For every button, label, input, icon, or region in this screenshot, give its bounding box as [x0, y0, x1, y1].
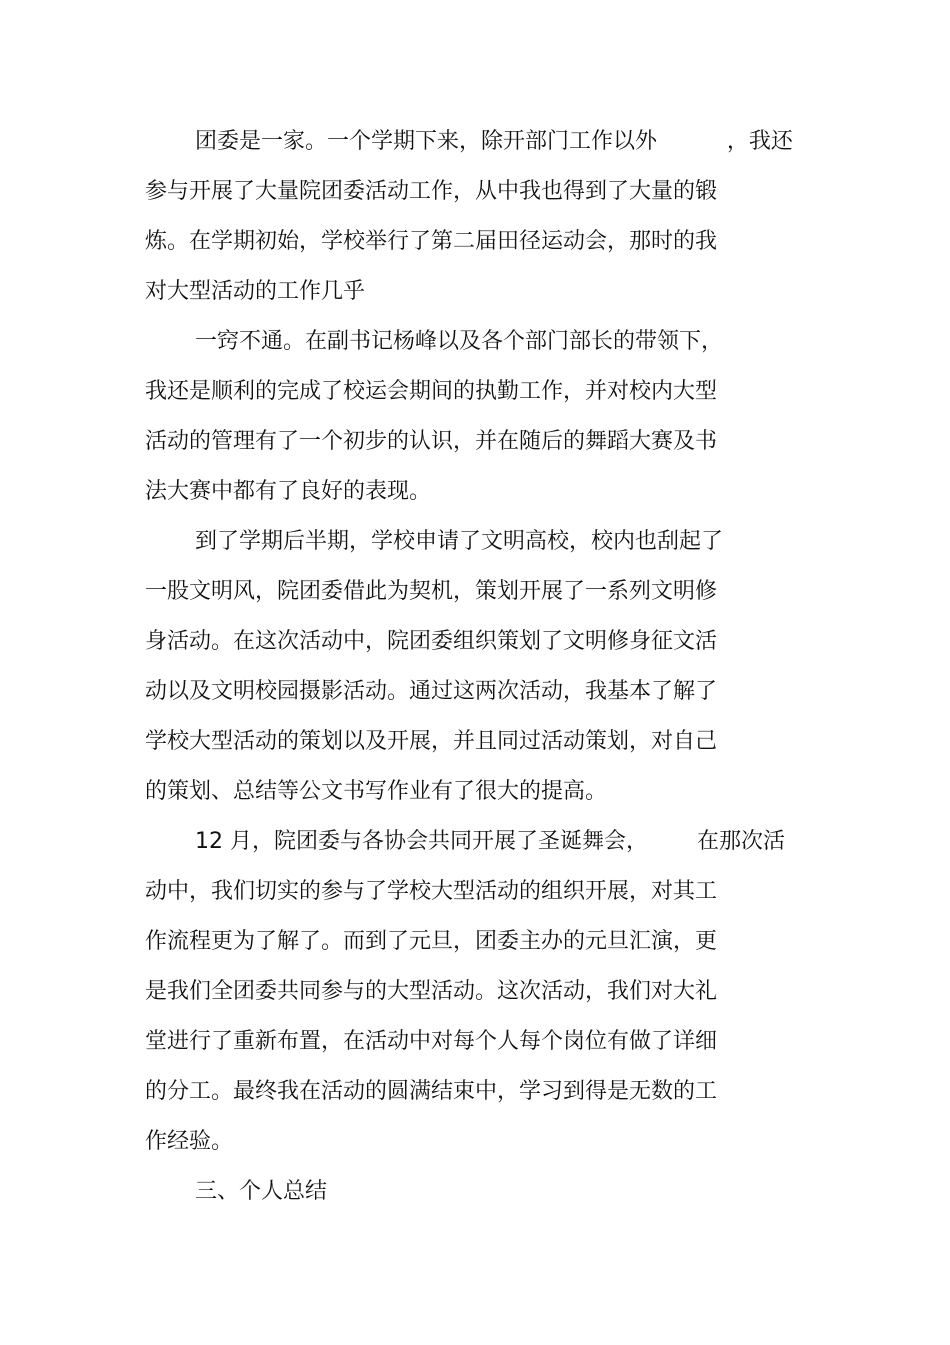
section-heading: 三、个人总结 — [195, 1179, 328, 1204]
text-line: 炼。在学期初始，学校举行了第二届田径运动会，那时的我 — [145, 229, 718, 254]
text-line: 我还是顺利的完成了校运会期间的执勤工作，并对校内大型 — [145, 379, 718, 404]
text-line: 法大赛中都有了良好的表现。 — [145, 479, 432, 504]
text-line: 参与开展了大量院团委活动工作，从中我也得到了大量的锻 — [145, 179, 718, 204]
text-line: 堂进行了重新布置，在活动中对每个人每个岗位有做了详细 — [145, 1029, 718, 1054]
text-line: 到了学期后半期，学校申请了文明高校，校内也刮起了 — [195, 529, 724, 554]
text-line: 一窍不通。在副书记杨峰以及各个部门部长的带领下， — [195, 329, 724, 354]
text-line: 的分工。最终我在活动的圆满结束中，学习到得是无数的工 — [145, 1079, 718, 1104]
text-line: 团委是一家。一个学期下来，除开部门工作以外 ，我还 — [195, 129, 793, 154]
text-line: 的策划、总结等公文书写作业有了很大的提高。 — [145, 779, 608, 804]
text-line: 学校大型活动的策划以及开展，并且同过活动策划，对自己 — [145, 729, 718, 754]
text-line: 12 月，院团委与各协会共同开展了圣诞舞会， 在那次活 — [195, 829, 785, 854]
text-line: 活动的管理有了一个初步的认识，并在随后的舞蹈大赛及书 — [145, 429, 718, 454]
text-line: 是我们全团委共同参与的大型活动。这次活动，我们对大礼 — [145, 979, 718, 1004]
text-line: 作流程更为了解了。而到了元旦，团委主办的元旦汇演，更 — [145, 929, 718, 954]
text-line: 作经验。 — [145, 1129, 234, 1154]
text-line: 动以及文明校园摄影活动。通过这两次活动，我基本了解了 — [145, 679, 718, 704]
text-line: 一股文明风，院团委借此为契机，策划开展了一系列文明修 — [145, 579, 718, 604]
text-line: 动中，我们切实的参与了学校大型活动的组织开展，对其工 — [145, 879, 718, 904]
text-line: 身活动。在这次活动中，院团委组织策划了文明修身征文活 — [145, 629, 718, 654]
text-line: 对大型活动的工作几乎 — [145, 279, 366, 304]
